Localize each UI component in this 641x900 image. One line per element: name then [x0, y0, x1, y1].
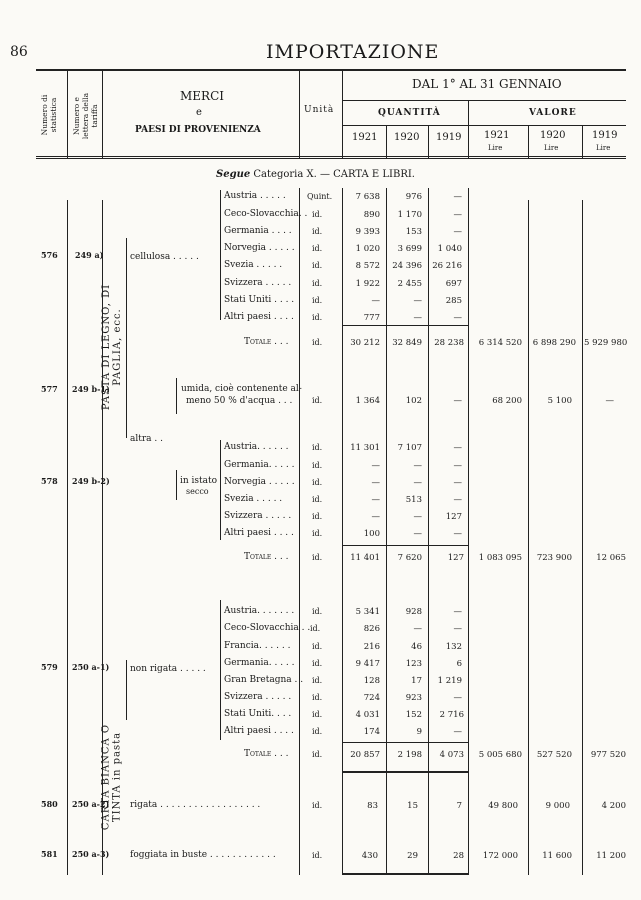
v1921: 68 200: [492, 396, 522, 406]
unit: id.: [312, 529, 323, 538]
item-label-cont: meno 50 % d'acqua . . .: [186, 396, 293, 406]
header-unita: Unità: [304, 105, 335, 115]
q1921: 128: [363, 676, 380, 686]
header-quantita: QUANTITÀ: [378, 108, 441, 118]
unit: id.: [312, 296, 323, 305]
v1921: 172 000: [482, 851, 518, 861]
unit: id.: [312, 227, 323, 236]
q1919: —: [453, 529, 462, 539]
item-label: cellulosa . . . . .: [130, 252, 199, 262]
q1919: —: [453, 693, 462, 703]
header-paesi: PAESI DI PROVENIENZA: [135, 125, 261, 135]
stat-number: 577: [41, 384, 58, 394]
q1921: 1 922: [355, 279, 380, 289]
q1921: 890: [363, 210, 380, 220]
unit: id.: [312, 313, 323, 322]
country-name: Svizzera . . . . .: [224, 692, 292, 702]
stat-number: 579: [41, 662, 58, 672]
country-name: Gran Bretagna . .: [224, 675, 304, 685]
q1921: 826: [363, 624, 380, 634]
col-numero-tariffa: Numero e lettera della tariffa: [72, 92, 99, 140]
q1921: 174: [363, 727, 380, 737]
v1919: —: [605, 396, 614, 406]
q1921: —: [371, 296, 380, 306]
total-v1920: 723 900: [536, 553, 572, 563]
v1919: 4 200: [601, 801, 626, 811]
q1920: —: [413, 512, 422, 522]
total-v1921: 1 083 095: [478, 553, 522, 563]
col-numero-statistica: Numero di statistica: [40, 94, 58, 136]
lire-1921: Lire: [488, 144, 503, 152]
q1921: 8 572: [355, 261, 380, 271]
q1920: 3 699: [397, 244, 422, 254]
unit: id.: [312, 461, 323, 470]
country-name: Francia. . . . . .: [224, 641, 291, 651]
q1919: 1 219: [437, 676, 462, 686]
unit: id.: [312, 642, 323, 651]
unit: id.: [312, 210, 323, 219]
item-label: in istato: [180, 476, 218, 486]
q1921: —: [371, 478, 380, 488]
q1920: —: [413, 478, 422, 488]
q1919: 7: [456, 801, 462, 811]
year-v-1920: 1920: [540, 130, 566, 141]
q1921: 11 301: [350, 443, 380, 453]
q1919: 697: [445, 279, 462, 289]
unit: id.: [312, 279, 323, 288]
q1920: 9: [416, 727, 422, 737]
country-name: Norvegia . . . . .: [224, 477, 295, 487]
unit: id.: [312, 676, 323, 685]
q1919: 28: [453, 851, 464, 861]
stat-number: 581: [41, 849, 58, 859]
country-name: Austria . . . . .: [224, 191, 286, 201]
tariff-number: 250 a-3): [72, 849, 110, 859]
unit: id.: [310, 624, 321, 633]
country-name: Germania . . . .: [224, 226, 292, 236]
q1921: 7 638: [355, 192, 380, 202]
total-q1919: 127: [447, 553, 464, 563]
country-name: Altri paesi . . . .: [224, 312, 294, 322]
q1919: —: [453, 313, 462, 323]
q1921: 1 020: [355, 244, 380, 254]
total-q1921: 11 401: [350, 553, 380, 563]
unit: id.: [312, 801, 323, 810]
total-label: Totale . . .: [244, 749, 289, 759]
q1921: 9 393: [355, 227, 380, 237]
q1919: —: [453, 227, 462, 237]
item-label: non rigata . . . . .: [130, 664, 206, 674]
category-heading: [216, 169, 415, 180]
q1919: 132: [445, 642, 462, 652]
stat-number: 576: [41, 250, 58, 260]
unit: id.: [312, 693, 323, 702]
q1919: —: [453, 624, 462, 634]
page-number: 86: [10, 44, 28, 60]
country-name: Austria. . . . . .: [224, 442, 289, 452]
total-label: Totale . . .: [244, 552, 289, 562]
q1921: 1 364: [355, 396, 380, 406]
stat-number: 578: [41, 476, 58, 486]
q1920: —: [413, 624, 422, 634]
header-merci: MERCI: [180, 89, 225, 103]
country-name: Ceco-Slovacchia . .: [224, 623, 311, 633]
total-q1921: 20 857: [350, 750, 380, 760]
v1921: 49 800: [488, 801, 518, 811]
q1921: 777: [363, 313, 380, 323]
q1921: 83: [367, 801, 378, 811]
unit: id.: [312, 512, 323, 521]
q1919: —: [453, 192, 462, 202]
q1920: 928: [405, 607, 422, 617]
group-carta-bianca: CARTA BIANCA O TINTA in pasta: [100, 723, 123, 831]
header-valore: VALORE: [529, 108, 577, 118]
q1919: 26 216: [432, 261, 462, 271]
country-name: Germania. . . . .: [224, 658, 295, 668]
unit: id.: [312, 659, 323, 668]
country-name: Norvegia . . . . .: [224, 243, 295, 253]
q1921: 100: [363, 529, 380, 539]
unit: id.: [312, 261, 323, 270]
country-name: Stati Uniti. . . .: [224, 709, 292, 719]
q1920: —: [413, 296, 422, 306]
country-name: Svezia . . . . .: [224, 494, 283, 504]
country-name: Stati Uniti . . . .: [224, 295, 295, 305]
q1919: —: [453, 461, 462, 471]
tariff-number: 250 a-2): [72, 799, 110, 809]
country-name: Ceco-Slovacchia. .: [224, 209, 308, 219]
q1920: —: [413, 529, 422, 539]
q1920: 29: [407, 851, 418, 861]
unit: Quint.: [307, 192, 333, 201]
lire-1919: Lire: [596, 144, 611, 152]
total-v1919: 12 065: [596, 553, 626, 563]
category-prefix: Segue: [216, 169, 251, 180]
year-v-1921: 1921: [484, 130, 510, 141]
unit: id.: [312, 478, 323, 487]
q1921: 4 031: [355, 710, 380, 720]
item-label-cont: secco: [186, 487, 209, 496]
q1920: 976: [405, 192, 422, 202]
item-label: rigata . . . . . . . . . . . . . . . . . .: [130, 800, 261, 810]
q1921: 9 417: [355, 659, 380, 669]
total-q1920: 2 198: [397, 750, 422, 760]
q1919: —: [453, 727, 462, 737]
q1921: —: [371, 512, 380, 522]
q1920: 123: [405, 659, 422, 669]
q1920: —: [413, 461, 422, 471]
q1919: —: [453, 396, 462, 406]
total-q1920: 7 620: [397, 553, 422, 563]
q1919: 2 716: [439, 710, 464, 720]
q1920: 513: [405, 495, 422, 505]
lire-1920: Lire: [544, 144, 559, 152]
unit: id.: [312, 495, 323, 504]
group-pasta-di-legno: PASTA DI LEGNO, DI PAGLIA, ecc.: [101, 283, 123, 411]
v1920: 9 000: [545, 801, 570, 811]
total-v1920: 6 898 290: [532, 338, 576, 348]
q1920: 153: [405, 227, 422, 237]
year-q-1920: 1920: [394, 132, 420, 143]
tariff-number: 249 a): [75, 250, 104, 260]
total-v1919: 977 520: [590, 750, 626, 760]
q1920: 2 455: [397, 279, 422, 289]
q1921: 5 341: [355, 607, 380, 617]
country-name: Svezia . . . . .: [224, 260, 283, 270]
q1919: —: [453, 210, 462, 220]
country-name: Altri paesi . . . .: [224, 528, 294, 538]
country-name: Germania. . . . .: [224, 460, 295, 470]
q1920: 152: [405, 710, 422, 720]
country-name: Svizzera . . . . .: [224, 278, 292, 288]
total-v1919: 5 929 980: [584, 338, 628, 348]
q1919: —: [453, 443, 462, 453]
q1920: 923: [405, 693, 422, 703]
q1919: —: [453, 607, 462, 617]
unit: id.: [312, 851, 323, 860]
q1920: 102: [405, 396, 422, 406]
q1921: 216: [363, 642, 380, 652]
stat-number: 580: [41, 799, 58, 809]
total-v1921: 5 005 680: [478, 750, 522, 760]
unit: id.: [312, 727, 323, 736]
header-e: e: [196, 107, 202, 118]
country-name: Svizzera . . . . .: [224, 511, 292, 521]
item-label: umida, cioè contenente al-: [181, 384, 302, 394]
q1919: —: [453, 478, 462, 488]
total-q1919: 4 073: [439, 750, 464, 760]
total-v1920: 527 520: [536, 750, 572, 760]
q1920: 7 107: [397, 443, 422, 453]
total-v1921: 6 314 520: [478, 338, 522, 348]
q1921: —: [371, 495, 380, 505]
q1919: 285: [445, 296, 462, 306]
q1920: —: [413, 313, 422, 323]
unit: id.: [312, 244, 323, 253]
q1919: —: [453, 495, 462, 505]
unit: id.: [312, 710, 323, 719]
page-title: IMPORTAZIONE: [266, 41, 440, 63]
unit: id.: [312, 553, 323, 562]
year-q-1921: 1921: [352, 132, 378, 143]
item-label: foggiata in buste . . . . . . . . . . . .: [130, 850, 276, 860]
category-label: Categoria X. — CARTA E LIBRI.: [253, 169, 415, 180]
altra-label: altra . .: [130, 434, 163, 444]
q1921: 724: [363, 693, 380, 703]
q1920: 1 170: [397, 210, 422, 220]
tariff-number: 249 b-1): [72, 384, 110, 394]
q1919: 127: [445, 512, 462, 522]
tariff-number: 249 b-2): [72, 476, 110, 486]
total-q1921: 30 212: [350, 338, 380, 348]
year-v-1919: 1919: [592, 130, 618, 141]
unit: id.: [312, 607, 323, 616]
tariff-number: 250 a-1): [72, 662, 110, 672]
header-period: DAL 1° AL 31 GENNAIO: [412, 77, 562, 91]
unit: id.: [312, 396, 323, 405]
unit: id.: [312, 338, 323, 347]
total-q1919: 28 238: [434, 338, 464, 348]
v1919: 11 200: [596, 851, 626, 861]
v1920: 11 600: [542, 851, 572, 861]
country-name: Altri paesi . . . .: [224, 726, 294, 736]
q1919: 1 040: [437, 244, 462, 254]
q1921: —: [371, 461, 380, 471]
country-name: Austria. . . . . . .: [224, 606, 295, 616]
unit: id.: [312, 443, 323, 452]
unit: id.: [312, 750, 323, 759]
q1921: 430: [361, 851, 378, 861]
year-q-1919: 1919: [436, 132, 462, 143]
q1920: 15: [407, 801, 418, 811]
q1920: 46: [411, 642, 422, 652]
q1919: 6: [456, 659, 462, 669]
total-q1920: 32 849: [392, 338, 422, 348]
total-label: Totale . . .: [244, 337, 289, 347]
q1920: 24 396: [392, 261, 422, 271]
q1920: 17: [411, 676, 422, 686]
v1920: 5 100: [547, 396, 572, 406]
